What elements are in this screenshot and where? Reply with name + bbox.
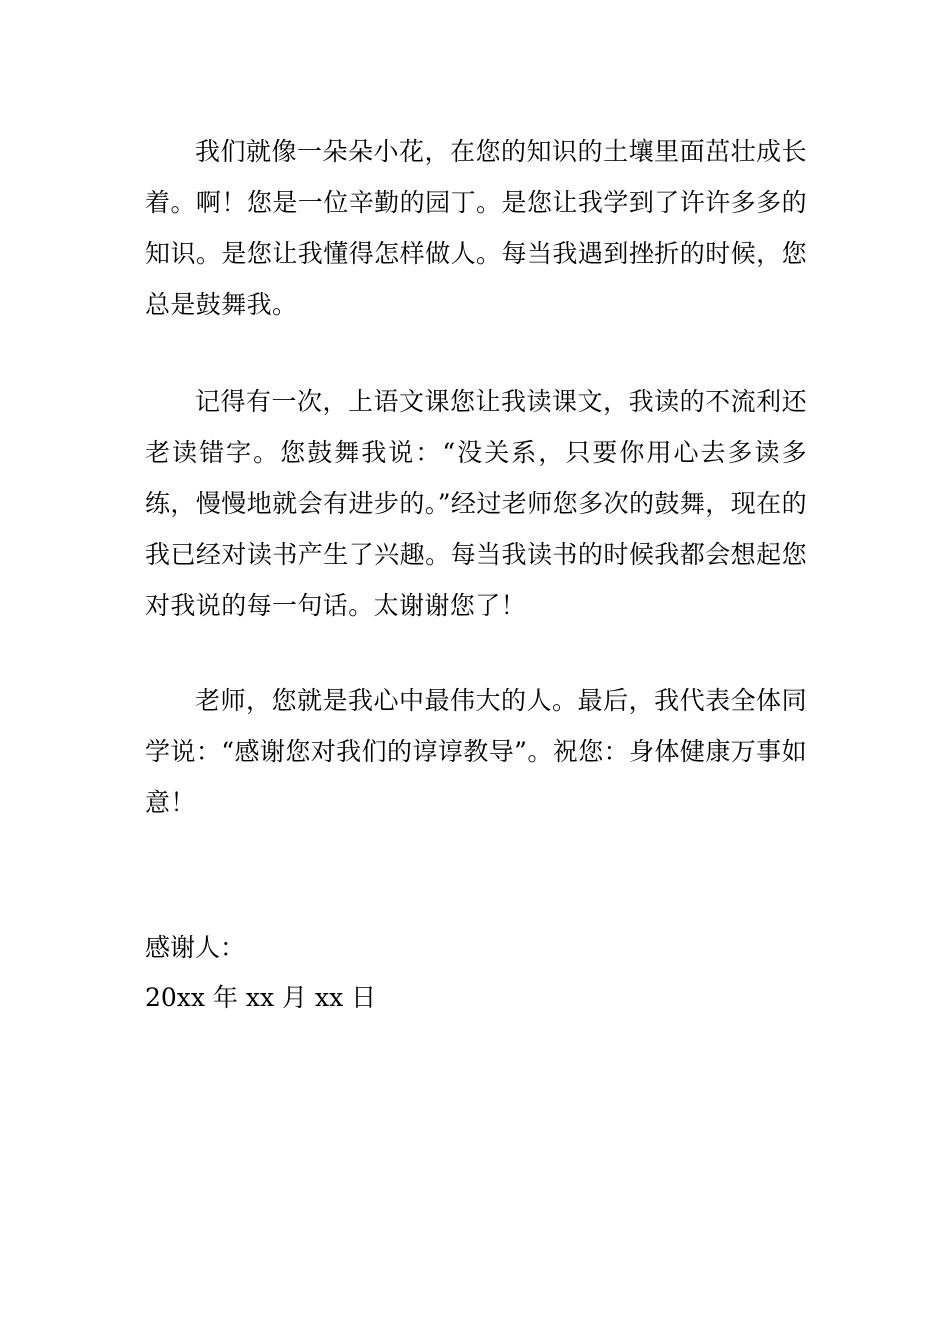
- letter-paragraph-3: 老师，您就是我心中最伟大的人。最后，我代表全体同学说：“感谢您对我们的谆谆教导”。祝您：身体健康万事如意！: [145, 686, 807, 817]
- letter-paragraph-2: 记得有一次，上语文课您让我读课文，我读的不流利还老读错字。您鼓舞我说：“没关系，只要你用心去多读多练，慢慢地就会有进步的。”经过老师您多次的鼓舞，现在的我已经对读书产生了兴趣。每当我读书的时候我都会想起您对我说的每一句话。太谢谢您了！: [145, 387, 807, 620]
- signer-label: 感谢人：: [145, 933, 246, 962]
- date-line: 20xx 年 xx 月 xx 日: [145, 983, 377, 1012]
- letter-paragraph-1: 我们就像一朵朵小花，在您的知识的土壤里面茁壮成长着。啊！您是一位辛勤的园丁。是您让我学到了许许多多的知识。是您让我懂得怎样做人。每当我遇到挫折的时候，您总是鼓舞我。: [145, 137, 807, 319]
